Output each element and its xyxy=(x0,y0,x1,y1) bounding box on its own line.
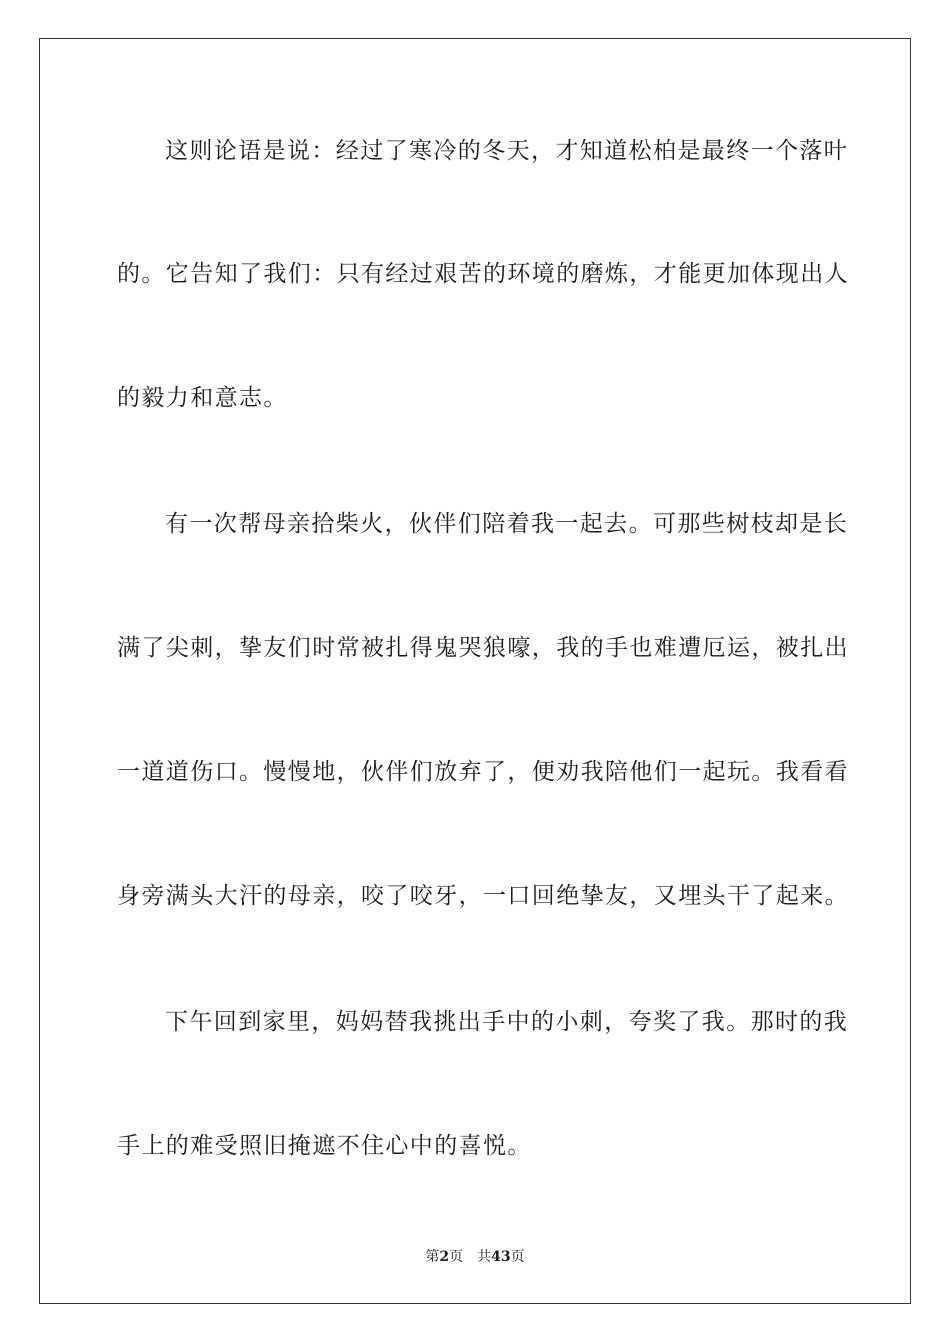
total-suffix: 页 xyxy=(510,1249,525,1265)
page-footer xyxy=(0,1248,950,1266)
paragraph-1-line-3: 的毅力和意志。 xyxy=(117,385,288,411)
paragraph-2-line-1: 有一次帮母亲拾柴火，伙伴们陪着我一起去。可那些树枝却是长 xyxy=(165,511,849,537)
paragraph-3-line-2: 手上的难受照旧掩遮不住心中的喜悦。 xyxy=(117,1133,532,1159)
page-number: 2 xyxy=(439,1249,450,1265)
page-border xyxy=(39,38,911,1304)
paragraph-3-line-1: 下午回到家里，妈妈替我挑出手中的小刺，夸奖了我。那时的我 xyxy=(165,1009,849,1035)
paragraph-2-line-3: 一道道伤口。慢慢地，伙伴们放弃了，便劝我陪他们一起玩。我看看 xyxy=(117,759,849,785)
paragraph-2-line-4: 身旁满头大汗的母亲，咬了咬牙，一口回绝挚友，又埋头干了起来。 xyxy=(117,883,849,909)
page-prefix: 第 xyxy=(425,1249,440,1265)
paragraph-2-line-2: 满了尖刺，挚友们时常被扎得鬼哭狼嚎，我的手也难遭厄运，被扎出 xyxy=(117,635,849,661)
page-suffix: 页 xyxy=(449,1249,464,1265)
total-pages: 43 xyxy=(491,1249,511,1265)
paragraph-1-line-2: 的。它告知了我们：只有经过艰苦的环境的磨炼，才能更加体现出人 xyxy=(117,261,849,287)
paragraph-1-line-1: 这则论语是说：经过了寒冷的冬天，才知道松柏是最终一个落叶 xyxy=(165,138,849,164)
total-prefix: 共 xyxy=(477,1249,492,1265)
